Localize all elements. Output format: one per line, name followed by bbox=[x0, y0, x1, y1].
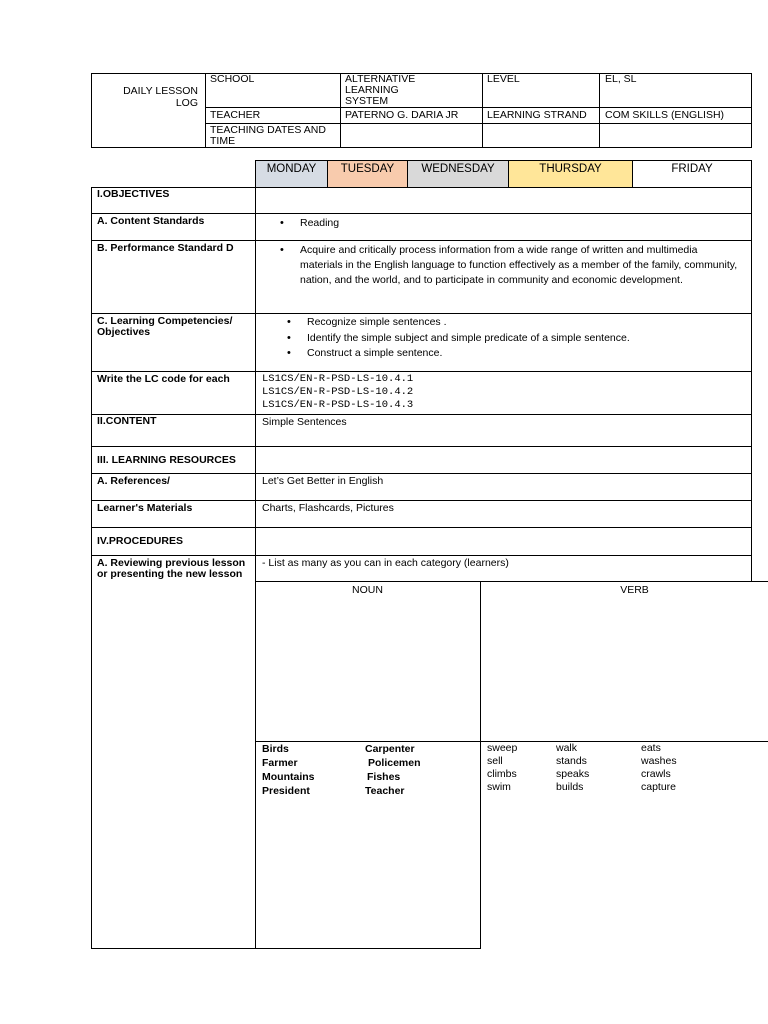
day-friday: FRIDAY bbox=[632, 160, 752, 188]
competencies-list bbox=[283, 315, 743, 362]
school-label: SCHOOL bbox=[210, 73, 255, 85]
list-item: climbs bbox=[487, 768, 517, 780]
strand-value: COM SKILLS (ENGLISH) bbox=[605, 109, 725, 121]
list-item: Birds bbox=[262, 743, 289, 755]
verb-list-col3 bbox=[641, 742, 677, 794]
lc-codes bbox=[262, 373, 413, 412]
day-tuesday: TUESDAY bbox=[327, 160, 408, 188]
objectives-label: I.OBJECTIVES bbox=[97, 188, 170, 200]
lc-code: LS1CS/EN-R-PSD-LS-10.4.1 bbox=[262, 373, 414, 385]
main-table-bottom-border bbox=[91, 948, 481, 949]
list-item: crawls bbox=[641, 768, 671, 780]
header-vline-2 bbox=[340, 73, 341, 148]
content-label: II.CONTENT bbox=[97, 415, 157, 427]
list-item: sweep bbox=[487, 742, 518, 754]
list-item: swim bbox=[487, 781, 511, 793]
main-table-right-border bbox=[751, 187, 752, 582]
list-item: washes bbox=[641, 755, 677, 767]
lesson-log-title: DAILY LESSON LOG bbox=[123, 85, 198, 109]
row-line bbox=[91, 187, 752, 188]
header-vline-4 bbox=[599, 73, 600, 148]
procedures-label: IV.PROCEDURES bbox=[97, 535, 183, 547]
row-line bbox=[91, 414, 752, 415]
list-item: • Acquire and critically process information from a wide range of written and multimedia materials in the English language to function effectively as a member of the family, community, nation, and the world, and to participate in community and economic development. bbox=[276, 243, 738, 288]
row-line bbox=[91, 446, 752, 447]
list-item: sell bbox=[487, 755, 503, 767]
row-line bbox=[91, 500, 752, 501]
level-label: LEVEL bbox=[487, 73, 520, 85]
list-item: Teacher bbox=[365, 785, 405, 797]
teacher-value: PATERNO G. DARIA JR bbox=[345, 109, 459, 121]
day-wednesday: WEDNESDAY bbox=[407, 160, 509, 188]
list-item: President bbox=[262, 785, 310, 797]
teacher-label: TEACHER bbox=[210, 109, 261, 121]
lc-code-label: Write the LC code for each bbox=[97, 373, 230, 385]
dates-label: TEACHING DATES AND TIME bbox=[210, 124, 326, 147]
content-standards-list bbox=[276, 216, 736, 230]
row-line bbox=[91, 213, 752, 214]
content-value: Simple Sentences bbox=[262, 416, 347, 428]
row-line bbox=[91, 473, 752, 474]
category-divider bbox=[480, 581, 481, 949]
list-item: capture bbox=[641, 781, 677, 793]
list-item: • Reading bbox=[276, 216, 736, 230]
references-value: Let’s Get Better in English bbox=[262, 475, 384, 487]
list-item: • Recognize simple sentences . bbox=[283, 315, 743, 331]
list-item: • Identify the simple subject and simple predicate of a simple sentence. bbox=[283, 331, 743, 347]
row-line bbox=[91, 240, 752, 241]
row-line bbox=[91, 527, 752, 528]
noun-header: NOUN bbox=[352, 584, 383, 596]
list-item: • Construct a simple sentence. bbox=[283, 346, 743, 362]
list-item: stands bbox=[556, 755, 587, 767]
noun-list-col2 bbox=[365, 742, 421, 798]
list-item: Farmer bbox=[262, 757, 298, 769]
lc-code: LS1CS/EN-R-PSD-LS-10.4.3 bbox=[262, 399, 414, 411]
row-line bbox=[255, 581, 768, 582]
list-item: Mountains bbox=[262, 771, 315, 783]
school-value: ALTERNATIVE LEARNING SYSTEM bbox=[345, 73, 416, 107]
performance-standard-label: B. Performance Standard D bbox=[97, 242, 234, 254]
materials-label: Learner's Materials bbox=[97, 502, 193, 514]
list-item: Fishes bbox=[367, 771, 401, 783]
reviewing-label: A. Reviewing previous lesson or presenting the new lesson bbox=[97, 557, 246, 580]
row-line bbox=[91, 313, 752, 314]
main-table-left-border bbox=[91, 187, 92, 949]
header-hline-1 bbox=[205, 107, 752, 108]
content-standards-label: A. Content Standards bbox=[97, 215, 205, 227]
lc-code: LS1CS/EN-R-PSD-LS-10.4.2 bbox=[262, 386, 414, 398]
list-item: eats bbox=[641, 742, 661, 754]
verb-list-col2 bbox=[556, 742, 589, 794]
day-thursday: THURSDAY bbox=[508, 160, 633, 188]
list-item: walk bbox=[556, 742, 578, 754]
verb-header: VERB bbox=[620, 584, 649, 596]
list-item: builds bbox=[556, 781, 584, 793]
performance-standard-list bbox=[276, 243, 738, 288]
competencies-label: C. Learning Competencies/ Objectives bbox=[97, 315, 233, 338]
list-item: Policemen bbox=[368, 757, 421, 769]
references-label: A. References/ bbox=[97, 475, 170, 487]
noun-list-col1 bbox=[262, 742, 315, 798]
level-value: EL, SL bbox=[605, 73, 637, 85]
header-vline-3 bbox=[482, 73, 483, 148]
list-item: Carpenter bbox=[365, 743, 415, 755]
materials-value: Charts, Flashcards, Pictures bbox=[262, 502, 394, 514]
resources-label: III. LEARNING RESOURCES bbox=[97, 454, 236, 466]
strand-label: LEARNING STRAND bbox=[487, 109, 587, 121]
header-vline-1 bbox=[205, 73, 206, 148]
main-table-col-divider bbox=[255, 187, 256, 949]
day-monday: MONDAY bbox=[255, 160, 328, 188]
verb-list-col1 bbox=[487, 742, 517, 794]
row-line bbox=[91, 371, 752, 372]
list-item: speaks bbox=[556, 768, 590, 780]
reviewing-value: - List as many as you can in each category (learners) bbox=[262, 557, 509, 569]
